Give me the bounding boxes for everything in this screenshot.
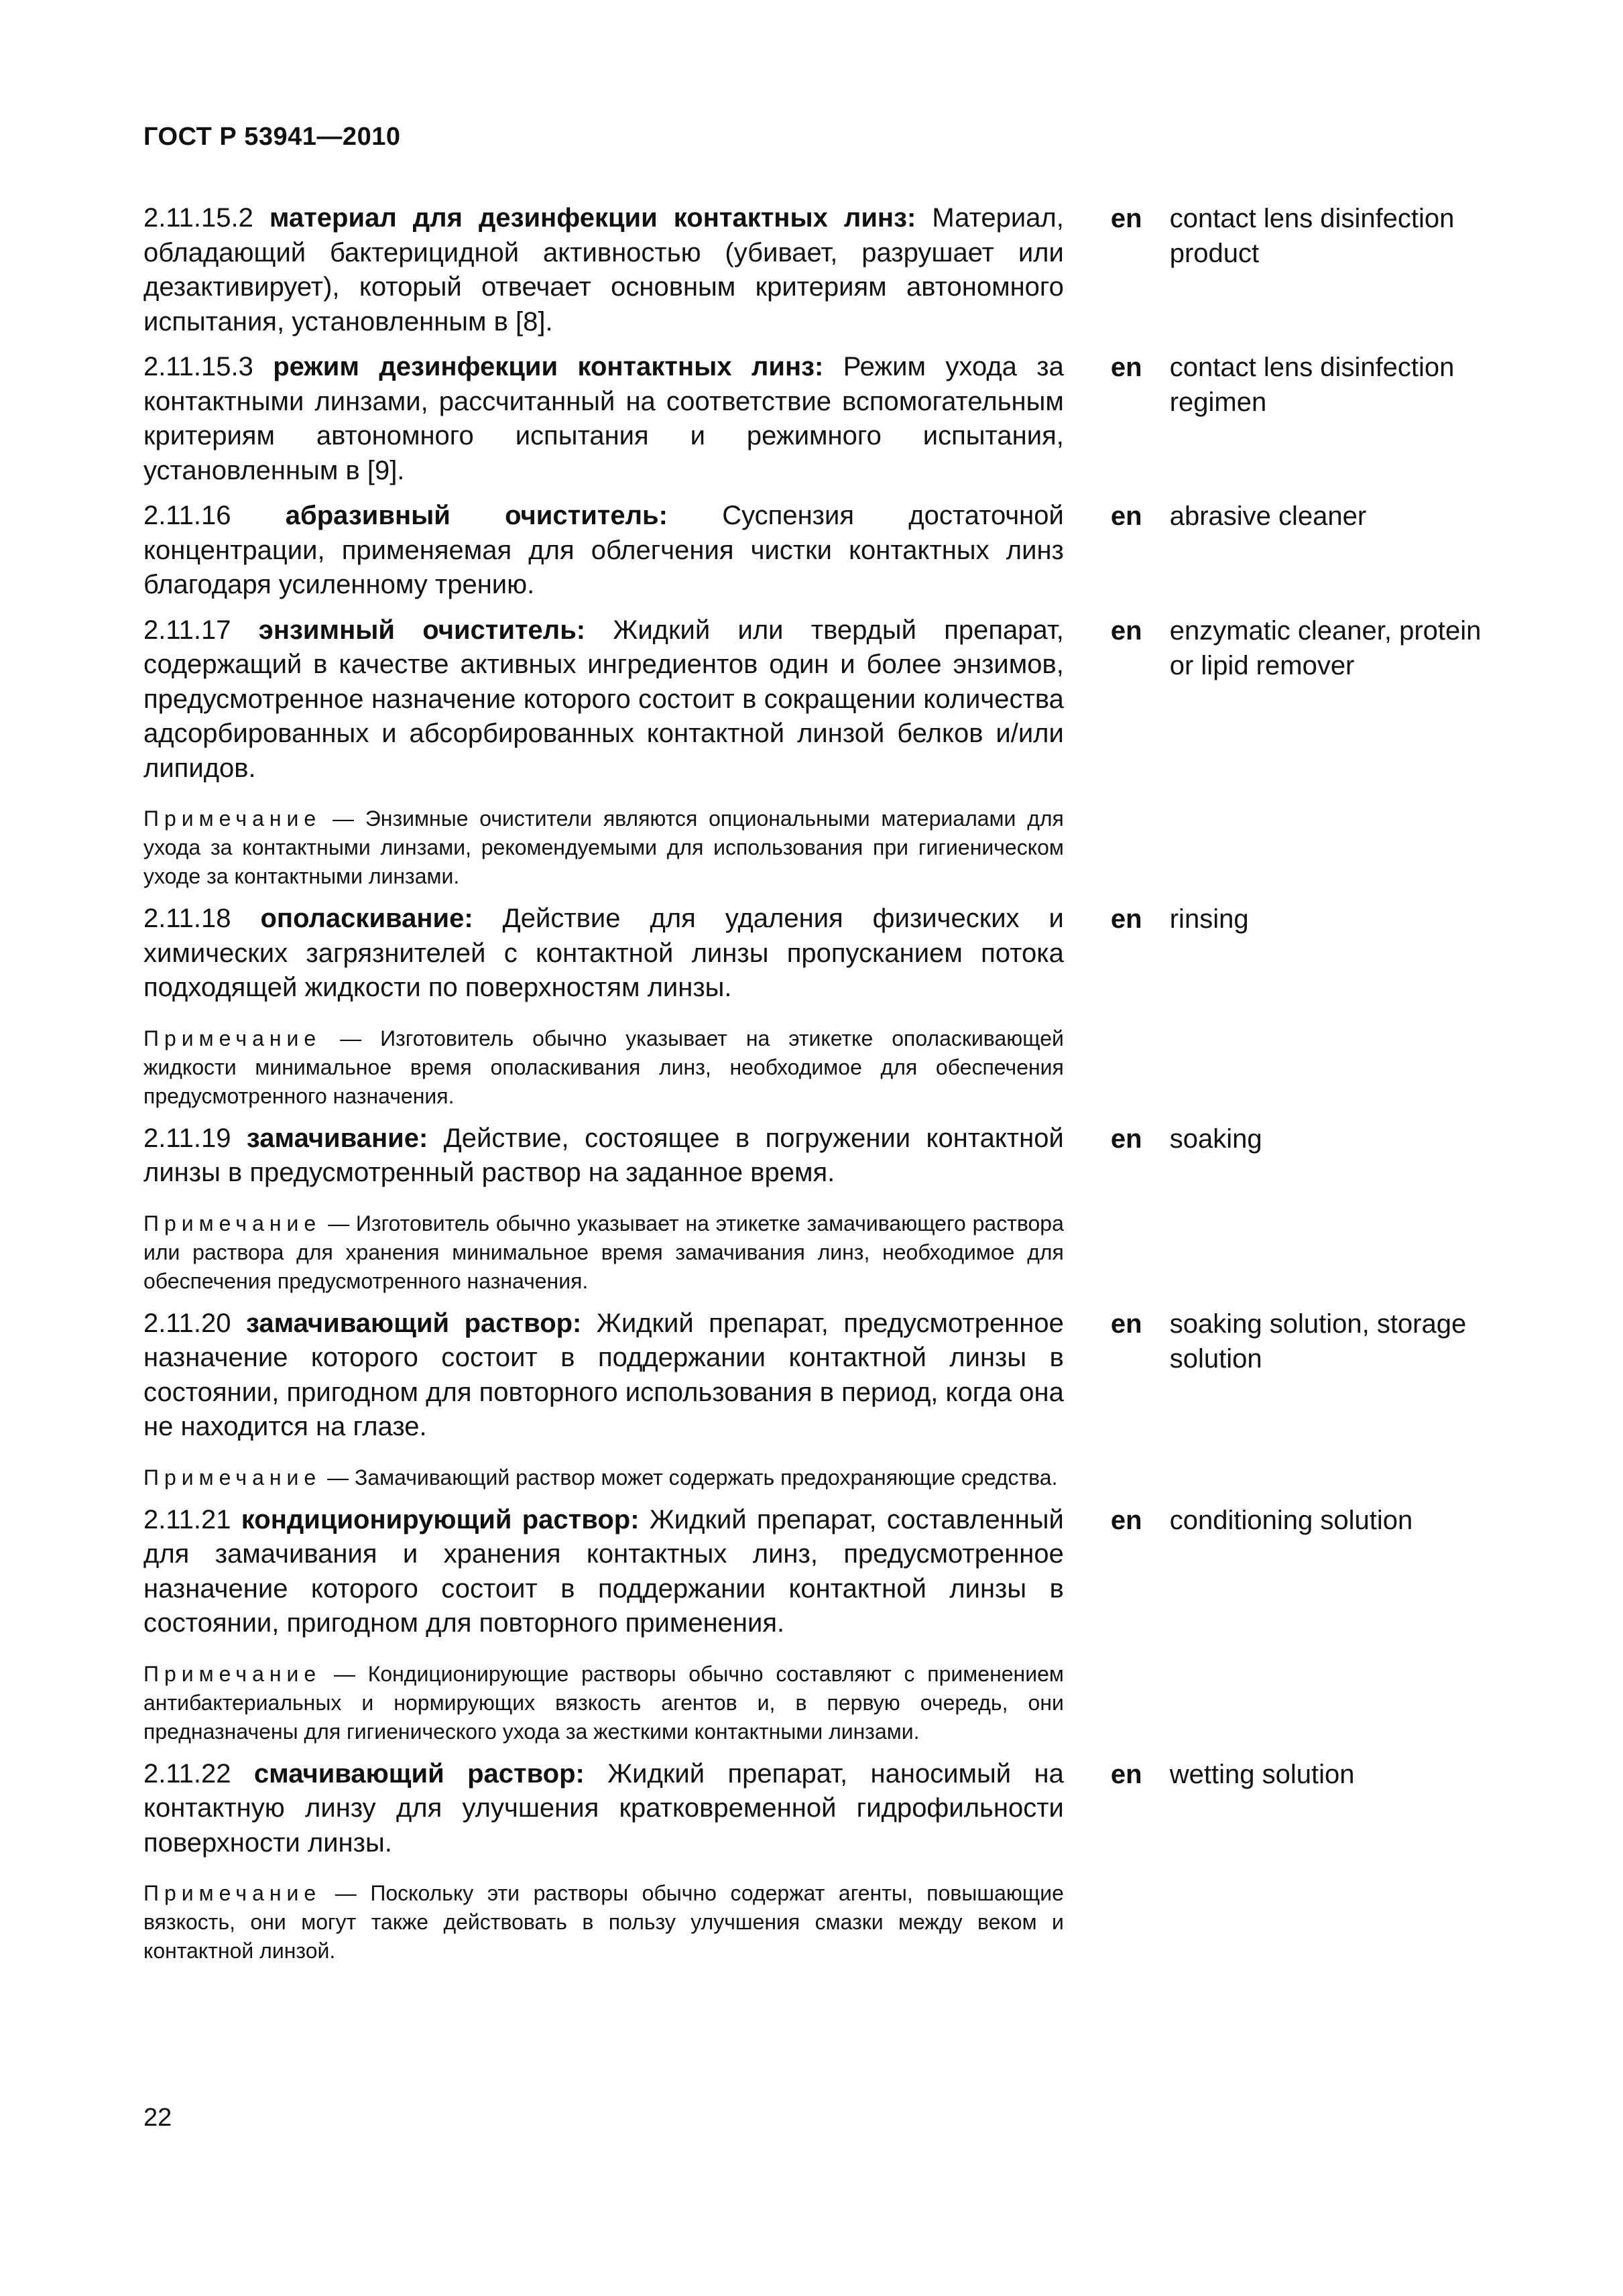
note-label: Примечание [143, 806, 322, 831]
term-definition-block [143, 201, 1064, 339]
term-number: 2.11.15.2 [143, 203, 253, 233]
language-code: en [1110, 1309, 1142, 1339]
language-code: en [1110, 904, 1142, 934]
term-definition-block [143, 350, 1064, 488]
language-code: en [1110, 1759, 1142, 1789]
language-code: en [1110, 353, 1142, 382]
term-definition: Суспензия достаточной концентрации, применяемая для облегчения чистки контактных линз благодаря усиленному трению. [143, 501, 1064, 599]
note-text: — Изготовитель обычно указывает на этикетке замачивающего раствора или раствора для хранения минимальное время замачивания линз, необходимое для обеспечения предусмотренного назначения. [143, 1211, 1064, 1293]
term-entry [143, 902, 1491, 1111]
term-name: замачивающий раствор: [246, 1308, 582, 1338]
term-number: 2.11.22 [143, 1758, 231, 1789]
note-text: — Кондиционирующие растворы обычно составляют с применением антибактериальных и нормирующих вязкость агентов и, в первую очередь, они предназначены для гигиенического ухода за жесткими контактными линзами. [143, 1661, 1064, 1744]
english-term: contact lens disinfection regimen [1169, 353, 1455, 417]
term-name: материал для дезинфекции контактных линз: [269, 203, 916, 233]
term-definition: Жидкий или твердый препарат, содержащий в качестве активных ингредиентов один и более энзимов, предусмотренное назначение которого состоит в сокращении количества адсорбированных и абсорбированных контактной линзой белков и/или липидов. [143, 615, 1064, 783]
term-name: кондиционирующий раствор: [241, 1504, 640, 1534]
term-paragraph [143, 499, 1064, 603]
term-entry [143, 1122, 1491, 1296]
term-number: 2.11.21 [143, 1504, 231, 1534]
note-text: — Энзимные очистители являются опциональными материалами для ухода за контактными линзами, рекомендуемыми для использования при гигиеническом уходе за контактными линзами. [143, 806, 1064, 888]
note-label: Примечание [143, 1661, 322, 1686]
note-label: Примечание [143, 1465, 322, 1490]
english-term: soaking solution, storage solution [1169, 1309, 1467, 1374]
english-term: wetting solution [1169, 1759, 1355, 1789]
term-entries [143, 201, 1491, 1976]
term-paragraph [143, 1307, 1064, 1445]
term-entry [143, 1757, 1491, 1966]
language-code: en [1110, 615, 1142, 646]
language-code: en [1110, 501, 1142, 531]
note-label: Примечание [143, 1026, 322, 1050]
note-label: Примечание [143, 1211, 322, 1235]
term-definition-block [143, 1307, 1064, 1492]
term-paragraph [143, 613, 1064, 786]
term-entry [143, 613, 1491, 892]
note-text: — Поскольку эти растворы обычно содержат агенты, повышающие вязкость, они могут также действовать в пользу улучшения смазки между веком и контактной линзой. [143, 1881, 1064, 1963]
term-name: смачивающий раствор: [253, 1758, 585, 1789]
term-definition-block [143, 1757, 1064, 1966]
term-definition-block [143, 1503, 1064, 1746]
term-entry [143, 499, 1491, 603]
english-term: contact lens disinfection product [1169, 204, 1455, 268]
document-header: ГОСТ Р 53941—2010 [143, 123, 401, 151]
page-number: 22 [143, 2104, 172, 2132]
term-name: замачивание: [246, 1123, 428, 1153]
english-term: enzymatic cleaner, protein or lipid remover [1169, 615, 1482, 680]
term-definition: Жидкий препарат, предусмотренное назначение которого состоит в поддержании контактной линзы в состоянии, пригодном для повторного использования в период, когда она не находится на глазе. [143, 1308, 1064, 1441]
term-entry [143, 1503, 1491, 1746]
term-name: абразивный очиститель: [285, 501, 668, 530]
term-note [143, 1879, 1064, 1966]
note-label: Примечание [143, 1881, 322, 1905]
note-text: — Изготовитель обычно указывает на этикетке ополаскивающей жидкости минимальное время ополаскивания линз, необходимое для обеспечения предусмотренного назначения. [143, 1026, 1064, 1108]
term-definition: Жидкий препарат, составленный для замачивания и хранения контактных линз, предусмотренное назначение которого состоит в поддержании контактной линзы в состоянии, пригодном для повторного применения. [143, 1504, 1064, 1638]
term-number: 2.11.17 [143, 615, 231, 645]
term-definition-block [143, 902, 1064, 1111]
term-definition: Действие, состоящее в погружении контактной линзы в предусмотренный раствор на заданное время. [143, 1123, 1064, 1187]
term-definition: Режим ухода за контактными линзами, рассчитанный на соответствие вспомогательным критериям автономного испытания и режимного испытания, установленным в [9]. [143, 352, 1064, 485]
term-note [143, 1660, 1064, 1746]
term-number: 2.11.20 [143, 1308, 231, 1338]
term-number: 2.11.15.3 [143, 352, 253, 381]
english-term: soaking [1169, 1124, 1262, 1154]
language-code: en [1110, 1124, 1142, 1154]
term-entry [143, 1307, 1491, 1492]
term-number: 2.11.18 [143, 904, 231, 933]
language-code: en [1110, 204, 1142, 233]
term-paragraph [143, 1757, 1064, 1861]
term-definition: Действие для удаления физических и химических загрязнителей с контактной линзы пропусканием потока подходящей жидкости по поверхностям линзы. [143, 904, 1064, 1002]
term-number: 2.11.16 [143, 501, 231, 530]
term-name: ополаскивание: [260, 904, 473, 933]
language-code: en [1110, 1505, 1142, 1535]
term-paragraph [143, 201, 1064, 339]
english-term: conditioning solution [1169, 1505, 1413, 1535]
term-definition: Жидкий препарат, наносимый на контактную линзу для улучшения кратковременной гидрофильности поверхности линзы. [143, 1758, 1064, 1858]
term-note [143, 1209, 1064, 1296]
note-text: — Замачивающий раствор может содержать предохраняющие средства. [321, 1465, 1058, 1490]
term-entry [143, 350, 1491, 488]
term-paragraph [143, 1503, 1064, 1641]
term-definition-block [143, 613, 1064, 892]
english-term: abrasive cleaner [1169, 501, 1367, 531]
term-note [143, 804, 1064, 891]
term-definition: Материал, обладающий бактерицидной активностью (убивает, разрушает или дезактивирует), который отвечает основным критериям автономного испытания, установленным в [8]. [143, 203, 1064, 337]
term-entry [143, 201, 1491, 339]
term-definition-block [143, 1122, 1064, 1296]
term-note [143, 1024, 1064, 1111]
term-name: энзимный очиститель: [258, 615, 586, 645]
english-term: rinsing [1169, 904, 1249, 934]
term-paragraph [143, 1122, 1064, 1191]
term-definition-block [143, 499, 1064, 603]
term-name: режим дезинфекции контактных линз: [273, 352, 824, 381]
term-paragraph [143, 350, 1064, 488]
term-paragraph [143, 902, 1064, 1006]
term-number: 2.11.19 [143, 1123, 231, 1153]
term-note [143, 1463, 1064, 1492]
